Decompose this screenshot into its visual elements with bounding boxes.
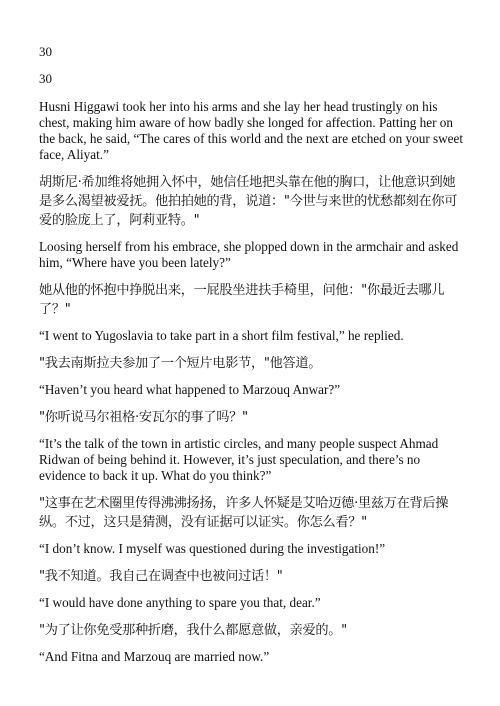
chinese-paragraph: "这事在艺术圈里传得沸沸扬扬，许多人怀疑是艾哈迈德·里兹万在背后操纵。不过，这只是猜测，没有证据可以证实。你怎么看？"	[39, 496, 449, 530]
english-paragraph: “Haven’t you heard what happened to Marzouq Anwar?”	[39, 382, 341, 397]
chinese-paragraph: 胡斯尼·希加维将她拥入怀中，她信任地把头靠在他的胸口，让他意识到她是多么渴望被爱抚。他拍拍她的背，说道："今世与来世的忧愁都刻在你可爱的脸庞上了，阿莉亚特。"	[39, 175, 458, 228]
page-number: 30	[39, 44, 52, 59]
chinese-paragraph: "我去南斯拉夫参加了一个短片电影节，"他答道。	[39, 356, 322, 371]
english-paragraph: Husni Higgawi took her into his arms and she lay her head trustingly on his chest, making him aware of how badly she longed for affection. Patting her on the back, he said, “The cares of this world and the next are etched on your sweet face, Aliyat.”	[39, 99, 464, 162]
english-paragraph: Loosing herself from his embrace, she plopped down in the armchair and asked him, “Where have you been lately?”	[39, 239, 459, 270]
english-paragraph: “I went to Yugoslavia to take part in a short film festival,” he replied.	[39, 328, 404, 343]
english-paragraph: “I don’t know. I myself was questioned during the investigation!”	[39, 541, 386, 556]
english-paragraph: “I would have done anything to spare you that, dear.”	[39, 595, 321, 610]
chinese-paragraph: "你听说马尔祖格·安瓦尔的事了吗？"	[39, 410, 248, 425]
chinese-paragraph: "我不知道。我自己在调查中也被问过话！"	[39, 569, 283, 584]
page-number: 30	[39, 71, 52, 86]
chinese-paragraph: 她从他的怀抱中挣脱出来，一屁股坐进扶手椅里，问他："你最近去哪儿了？"	[39, 283, 445, 317]
english-paragraph: “And Fitna and Marzouq are married now.”	[39, 649, 270, 664]
english-paragraph: “It’s the talk of the town in artistic circles, and many people suspect Ahmad Ridwan of being behind it. However, it’s just speculation, and there’s no evidence to back it up. What do you think?”	[39, 436, 439, 483]
document-page	[39, 44, 467, 675]
chinese-paragraph: "为了让你免受那种折磨，我什么都愿意做，亲爱的。"	[39, 623, 347, 638]
